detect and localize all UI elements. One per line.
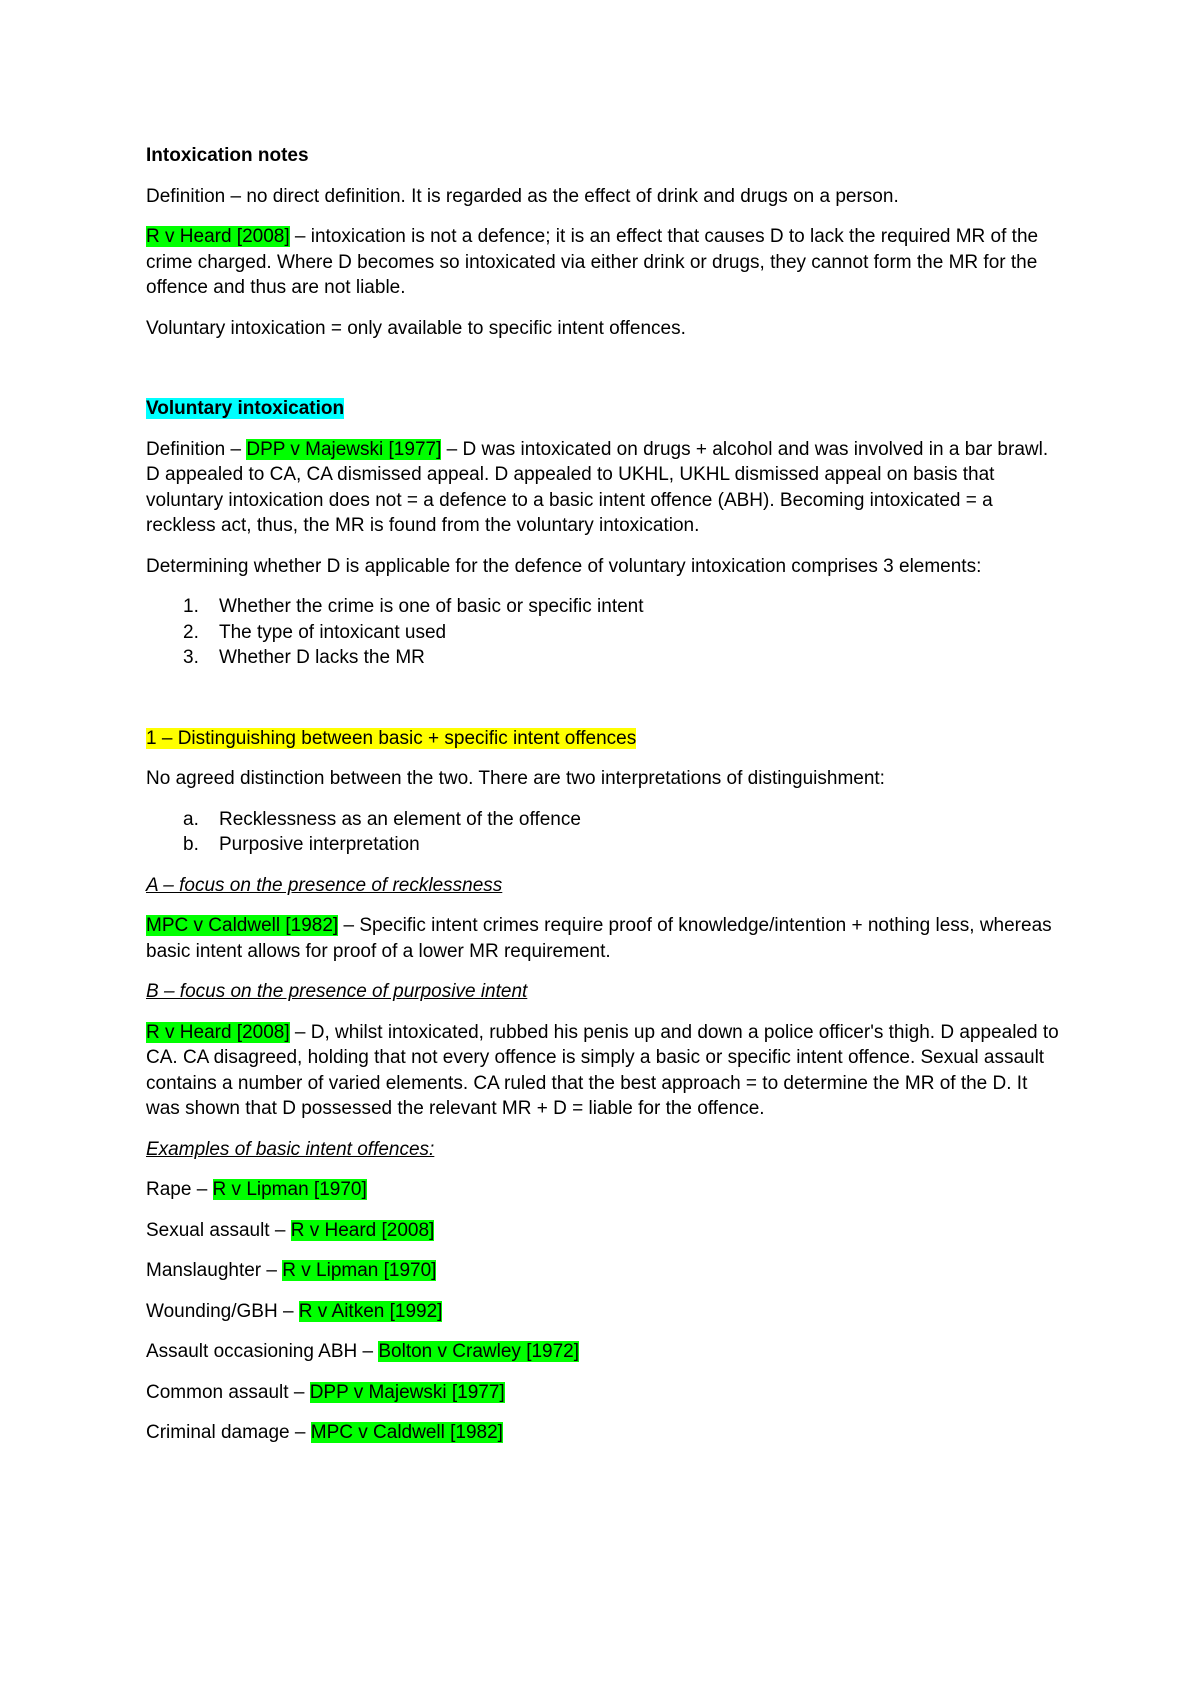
voluntary-line: Voluntary intoxication = only available to specific intent offences.	[146, 317, 686, 339]
caldwell-paragraph	[146, 913, 1066, 964]
example-row	[146, 1420, 1066, 1446]
list-item-text: Recklessness as an element of the offence	[219, 808, 581, 830]
elements-list	[146, 594, 1066, 671]
list-item-text: Purposive interpretation	[219, 834, 420, 855]
subheading-b	[146, 979, 1066, 1005]
subheading-b-text: B – focus on the presence of purposive intent	[146, 981, 528, 1002]
example-offence: Sexual assault –	[146, 1219, 291, 1241]
subheading-a	[146, 873, 1066, 899]
case-highlight: R v Heard [2008]	[146, 226, 290, 247]
page-title: Intoxication notes	[146, 145, 309, 166]
example-row	[146, 1218, 1066, 1244]
case-highlight: R v Lipman [1970]	[282, 1260, 437, 1281]
example-row	[146, 1177, 1066, 1203]
list-item-text: The type of intoxicant used	[219, 621, 447, 643]
example-offence: Common assault –	[146, 1381, 310, 1403]
list-item-text: Whether the crime is one of basic or specific intent	[219, 596, 644, 617]
examples-heading	[146, 1137, 1066, 1163]
list-marker: 2.	[183, 621, 199, 643]
section-heading-distinguishing	[146, 726, 1066, 752]
list-item	[146, 594, 1066, 620]
list-item	[146, 645, 1066, 671]
heard-intro-paragraph	[146, 224, 1066, 301]
list-marker: b.	[183, 834, 199, 855]
case-highlight: MPC v Caldwell [1982]	[310, 1422, 503, 1443]
case-highlight: R v Heard [2008]	[146, 1021, 290, 1043]
case-highlight: R v Aitken [1992]	[298, 1300, 443, 1322]
spacer	[146, 686, 1066, 726]
heard-text: – D, whilst intoxicated, rubbed his penis up and down a police officer's thigh. D appealed to CA. CA disagreed, holding that not every offence is simply a basic or specific intent offence. Sexual assault contains a number of varied elements. CA ruled that the best approach = to determine the MR of the D. It was shown that D possessed the relevant MR + D = liable for the offence.	[146, 1021, 1059, 1119]
definition-line: Definition – no direct definition. It is regarded as the effect of drink and drugs on a person.	[146, 185, 899, 207]
caldwell-text: – Specific intent crimes require proof of knowledge/intention + nothing less, whereas basic intent allows for proof of a lower MR requirement.	[146, 915, 1052, 962]
case-highlight: DPP v Majewski [1977]	[309, 1381, 505, 1403]
list-item	[146, 832, 1066, 858]
example-row	[146, 1258, 1066, 1284]
list-marker: a.	[183, 808, 199, 830]
case-highlight: Bolton v Crawley [1972]	[378, 1341, 580, 1362]
distinguishing-intro: No agreed distinction between the two. There are two interpretations of distinguishment:	[146, 768, 885, 789]
heard-paragraph	[146, 1020, 1066, 1122]
example-offence: Rape –	[146, 1179, 213, 1200]
example-offence: Wounding/GBH –	[146, 1300, 299, 1322]
document-page	[146, 143, 1066, 1461]
section-heading-voluntary	[146, 396, 1066, 422]
example-offence: Assault occasioning ABH –	[146, 1341, 379, 1362]
interpretations-list	[146, 807, 1066, 858]
elements-intro: Determining whether D is applicable for the defence of voluntary intoxication comprises 3 elements:	[146, 555, 982, 577]
example-row	[146, 1380, 1066, 1406]
examples-heading-text: Examples of basic intent offences:	[146, 1138, 435, 1160]
def-prefix: Definition –	[146, 438, 247, 460]
case-highlight: R v Lipman [1970]	[212, 1179, 367, 1200]
section-highlight: Voluntary intoxication	[146, 398, 345, 419]
subheading-a-text: A – focus on the presence of recklessness	[146, 874, 503, 896]
case-highlight: MPC v Caldwell [1982]	[146, 915, 339, 936]
spacer	[146, 356, 1066, 396]
example-row	[146, 1339, 1066, 1365]
case-highlight: DPP v Majewski [1977]	[246, 438, 442, 460]
list-marker: 3.	[183, 647, 199, 668]
majewski-text: – D was intoxicated on drugs + alcohol and was involved in a bar brawl. D appealed to CA, CA dismissed appeal. D appealed to UKHL, UKHL dismissed appeal on basis that voluntary intoxication does not = a defence to a basic intent offence (ABH). Becoming intoxicated = a reckless act, thus, the MR is found from the voluntary intoxication.	[146, 438, 1049, 536]
list-item	[146, 807, 1066, 833]
example-row	[146, 1299, 1066, 1325]
example-offence: Manslaughter –	[146, 1260, 283, 1281]
majewski-paragraph	[146, 437, 1066, 539]
list-item-text: Whether D lacks the MR	[219, 647, 425, 668]
list-marker: 1.	[183, 596, 199, 617]
subsection-highlight: 1 – Distinguishing between basic + specific intent offences	[146, 727, 637, 749]
case-highlight: R v Heard [2008]	[290, 1219, 435, 1241]
list-item	[146, 620, 1066, 646]
example-offence: Criminal damage –	[146, 1422, 311, 1443]
heard-intro-text: – intoxication is not a defence; it is an effect that causes D to lack the required MR of the crime charged. Where D becomes so intoxicated via either drink or drugs, they cannot form the MR for the offence and thus are not liable.	[146, 226, 1039, 298]
